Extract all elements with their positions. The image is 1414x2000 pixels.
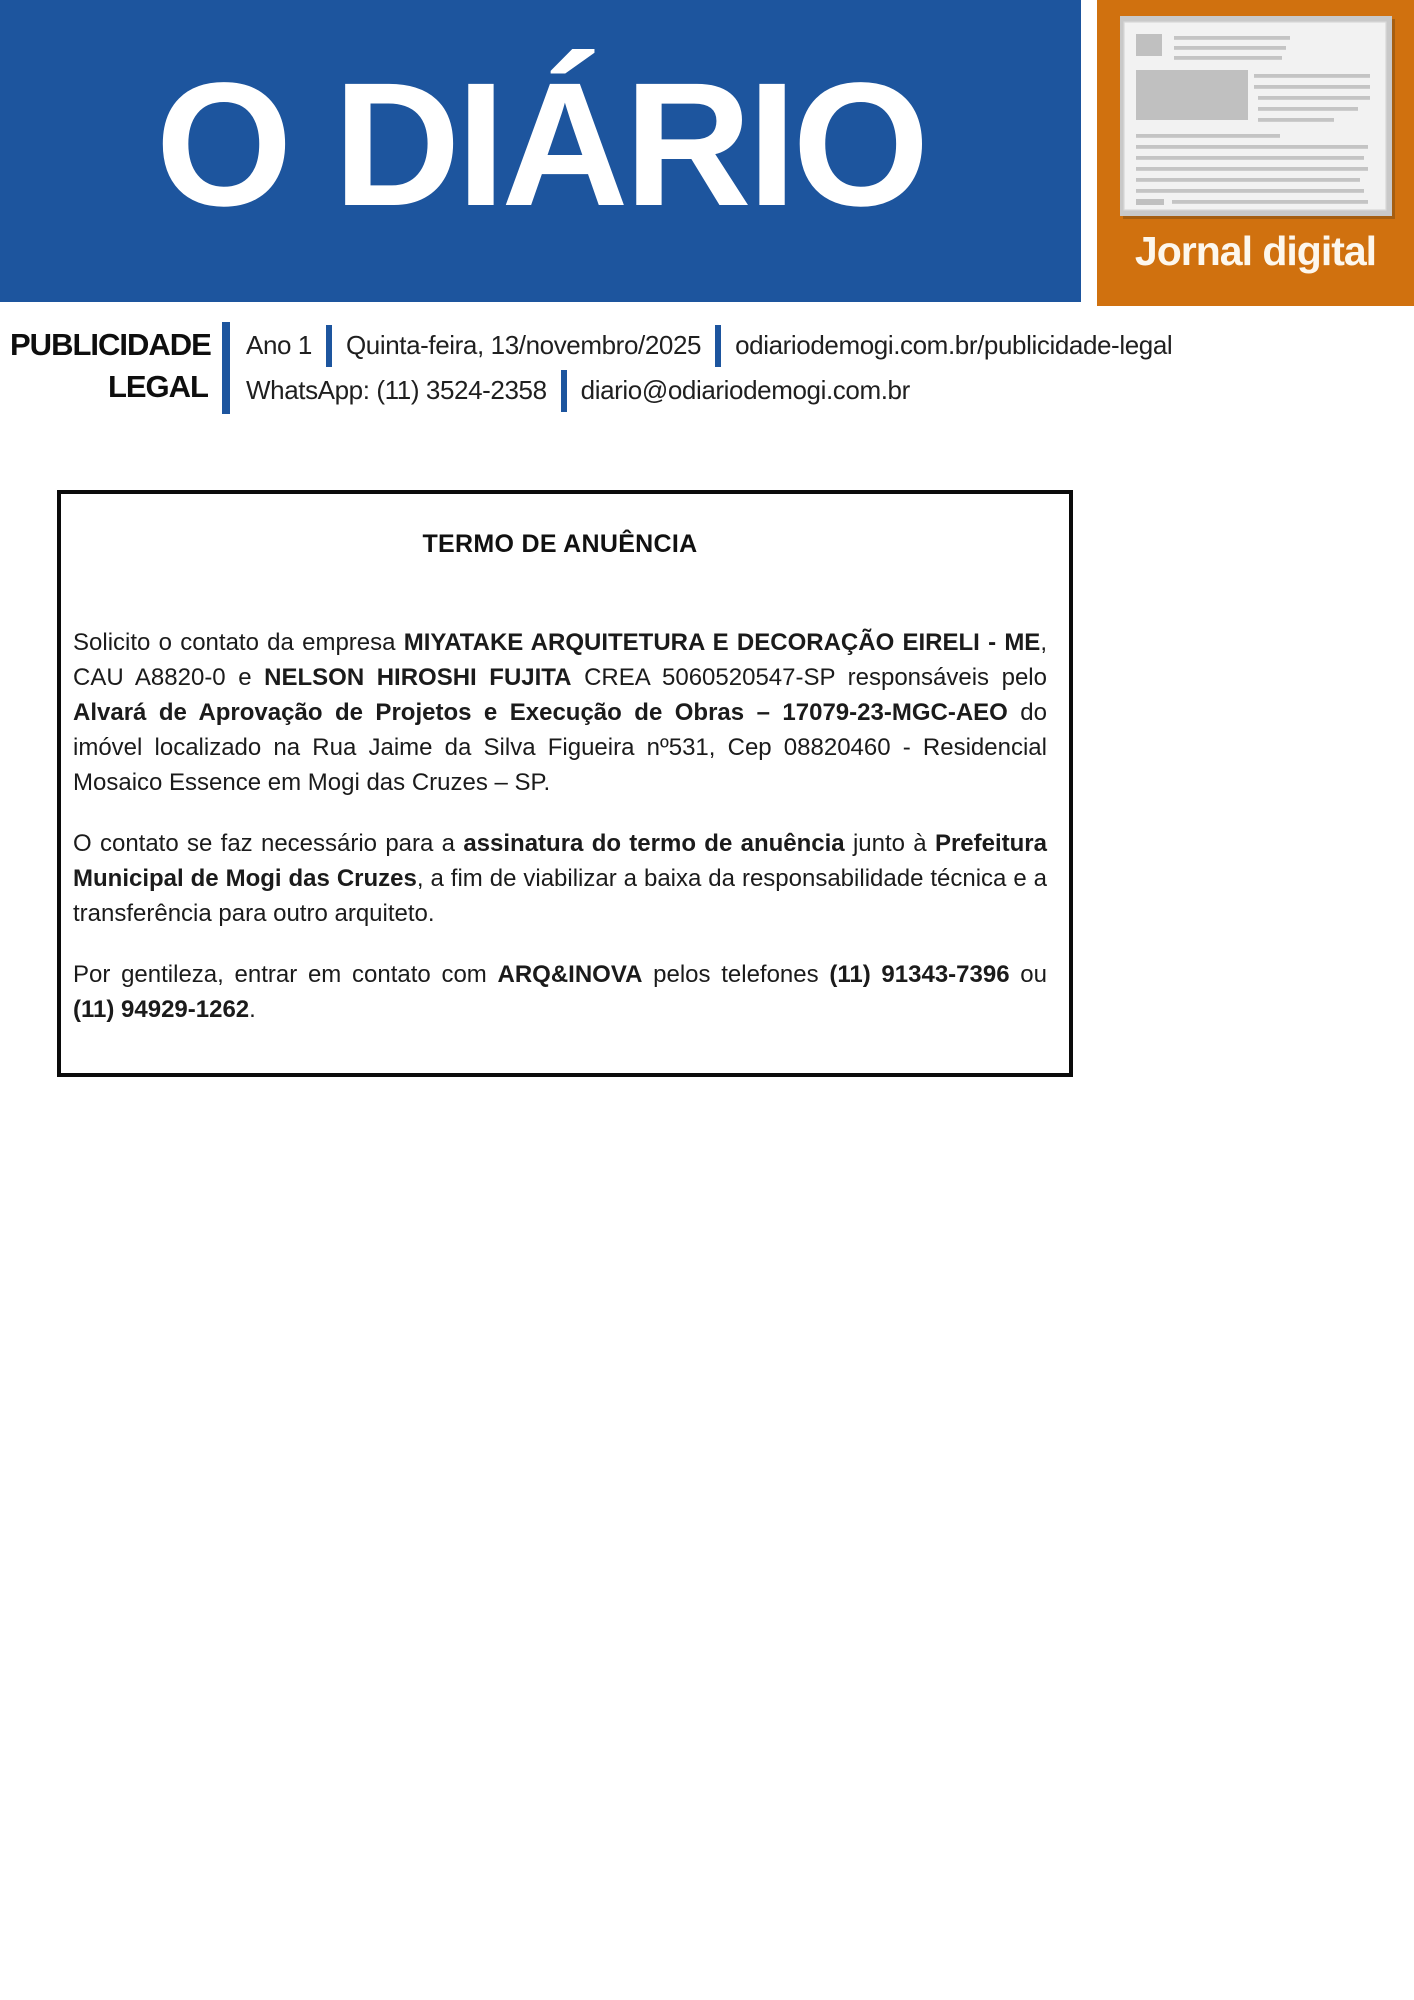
publicidade-legal-header	[10, 322, 1414, 414]
edition-meta-row-2	[230, 368, 1172, 413]
termo-anuencia-box	[57, 490, 1073, 1077]
notice-body	[73, 625, 1047, 1027]
divider-bar	[326, 325, 332, 367]
meta-item: Ano 1	[246, 330, 312, 360]
divider-bar	[715, 325, 721, 367]
notice-paragraph: Solicito o contato da empresa MIYATAKE ARQUITETURA E DECORAÇÃO EIRELI - ME, CAU A8820-0 e NELSON HIROSHI FUJITA CREA 5060520547-SP responsáveis pelo Alvará de Aprovação de Projetos e Execução de Obras – 17079-23-MGC-AEO do imóvel localizado na Rua Jaime da Silva Figueira nº531, Cep 08820460 - Residencial Mosaico Essence em Mogi das Cruzes – SP.	[73, 629, 1047, 796]
divider-bar	[222, 322, 230, 414]
newspaper-logo-banner	[0, 0, 1081, 302]
meta-item: diario@odiariodemogi.com.br	[580, 375, 910, 405]
divider-bar	[561, 370, 567, 412]
meta-item: Quinta-feira, 13/novembro/2025	[345, 330, 702, 360]
notice-paragraph: Por gentileza, entrar em contato com ARQ&INOVA pelos telefones (11) 91343-7396 ou (11) 94929-1262.	[73, 961, 1047, 1023]
section-title-line2: LEGAL	[107, 369, 208, 404]
meta-item: odiariodemogi.com.br/publicidade-legal	[735, 330, 1173, 360]
tagline: Jornal digital	[1134, 228, 1377, 274]
edition-meta	[230, 322, 1172, 414]
section-title-line1: PUBLICIDADE	[10, 327, 211, 362]
notice-title: TERMO DE ANUÊNCIA	[422, 530, 698, 558]
logo-text: O DIÁRIO	[155, 47, 926, 243]
jornal-digital-badge	[1097, 0, 1414, 306]
meta-item: WhatsApp: (11) 3524-2358	[246, 375, 547, 405]
masthead	[0, 0, 1414, 306]
section-title	[10, 322, 211, 414]
edition-meta-row-1	[230, 323, 1172, 368]
newspaper-icon	[1120, 16, 1392, 216]
notice-paragraph: O contato se faz necessário para a assinatura do termo de anuência junto à Prefeitura Municipal de Mogi das Cruzes, a fim de viabilizar a baixa da responsabilidade técnica e a transferência para outro arquiteto.	[73, 830, 1047, 927]
